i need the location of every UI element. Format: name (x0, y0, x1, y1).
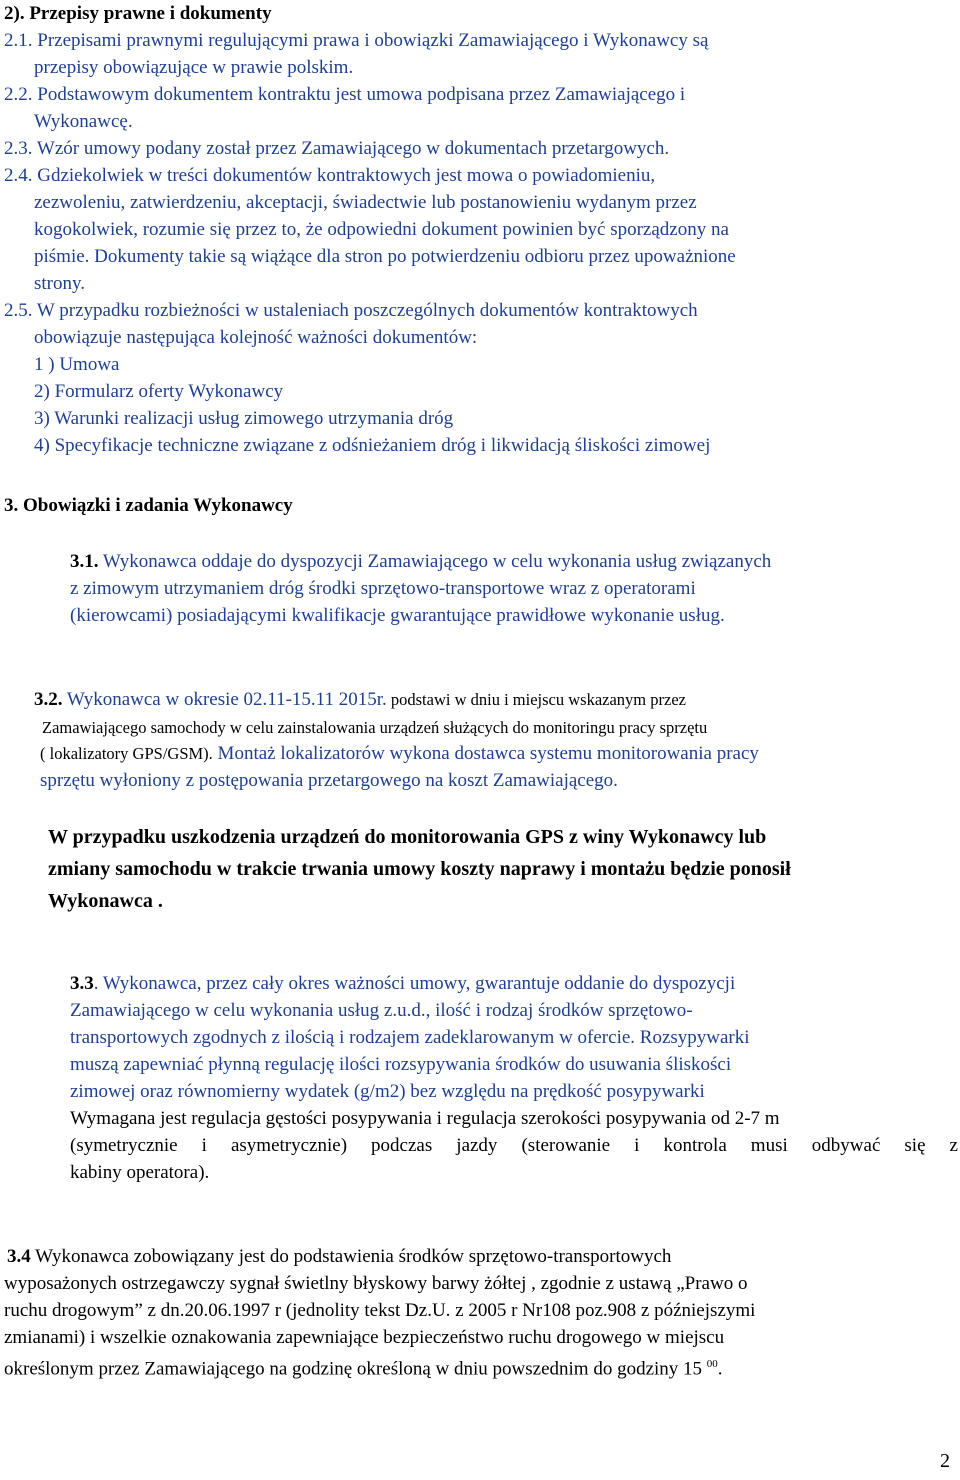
paragraph-3-2-line-4: sprzętu wyłoniony z postępowania przetargowego na koszt Zamawiającego. (40, 770, 618, 791)
paragraph-3-1-line-3: (kierowcami) posiadającymi kwalifikacje gwarantujące prawidłowe wykonanie usług. (70, 605, 725, 626)
paragraph-2-4-line-2: zezwoleniu, zatwierdzeniu, akceptacji, świadectwie lub postanowieniu wydanym przez (34, 192, 697, 213)
paragraph-2-5-line-2: obowiązuje następująca kolejność ważności dokumentów: (34, 327, 478, 348)
paragraph-2-2-line-2: Wykonawcę. (34, 111, 133, 132)
paragraph-number: 3.2. (34, 689, 63, 710)
section-3-heading: 3. Obowiązki i zadania Wykonawcy (4, 495, 293, 516)
paragraph-3-1-line-2: z zimowym utrzymaniem dróg środki sprzętowo-transportowe wraz z operatorami (70, 578, 696, 599)
paragraph-3-4-line-5 (4, 1351, 723, 1382)
paragraph-text: Wykonawca oddaje do dyspozycji Zamawiającego w celu wykonania usług związanych (98, 551, 772, 572)
paragraph-3-3-line-3: transportowych zgodnych z ilością i rodzajem zadeklarowanym w ofercie. Rozsypywarki (70, 1027, 750, 1048)
paragraph-3-3 (70, 970, 735, 997)
paragraph-number: 2.2. (4, 84, 33, 105)
paragraph-2-3 (4, 135, 669, 162)
paragraph-number: 3.3 (70, 973, 94, 994)
paragraph-3-4 (4, 1243, 671, 1270)
paragraph-text: W przypadku rozbieżności w ustaleniach poszczególnych dokumentów kontraktowych (32, 300, 698, 321)
paragraph-end: . (717, 1358, 723, 1380)
page-number: 2 (940, 1450, 950, 1472)
warning-line-1: W przypadku uszkodzenia urządzeń do monitorowania GPS z winy Wykonawcy lub (48, 826, 767, 848)
paragraph-2-4-line-3: kogokolwiek, rozumie się przez to, że odpowiedni dokument powinien być sporządzony na (34, 219, 729, 240)
list-item: 3) Warunki realizacji usług zimowego utrzymania dróg (34, 408, 454, 429)
paragraph-2-4 (4, 162, 655, 189)
paragraph-3-2-line-2: Zamawiającego samochody w celu zainstalowania urządzeń służących do monitoringu pracy sprzętu (42, 718, 708, 737)
paragraph-3-4-line-4: zmianami) i wszelkie oznakowania zapewniające bezpieczeństwo ruchu drogowego w miejscu (4, 1327, 725, 1348)
paragraph-3-2-line-3 (40, 740, 759, 767)
paragraph-3-1 (70, 548, 771, 575)
list-item: 1 ) Umowa (34, 354, 120, 375)
list-item: 2) Formularz oferty Wykonawcy (34, 381, 284, 402)
warning-line-3: Wykonawca . (48, 890, 163, 912)
paragraph-2-1 (4, 27, 708, 54)
paragraph-3-4-line-3: ruchu drogowym” z dn.20.06.1997 r (jednolity tekst Dz.U. z 2005 r Nr108 poz.908 z późniejszymi (4, 1300, 756, 1321)
paragraph-number: 3.4 (7, 1246, 31, 1267)
paragraph-2-5 (4, 297, 698, 324)
paragraph-3-2 (34, 686, 686, 713)
paragraph-3-3-line-6: Wymagana jest regulacja gęstości posypywania i regulacja szerokości posypywania od 2-7 m (70, 1108, 780, 1129)
paragraph-2-4-line-4: piśmie. Dokumenty takie są wiążące dla stron po potwierdzeniu odbioru przez upoważnione (34, 246, 736, 267)
paragraph-3-3-line-5: zimowej oraz równomierny wydatek (g/m2) bez względu na prędkość posypywarki (70, 1081, 705, 1102)
paragraph-text: Montaż lokalizatorów wykona dostawca systemu monitorowania pracy (212, 743, 759, 764)
paragraph-3-3-line-8: kabiny operatora). (70, 1162, 210, 1183)
paragraph-text: . Wykonawca, przez cały okres ważności umowy, gwarantuje oddanie do dyspozycji (93, 973, 736, 994)
paragraph-text-small: podstawi w dniu i miejscu wskazanym przez (386, 690, 686, 709)
superscript: 00 (706, 1358, 718, 1370)
section-2-heading: 2). Przepisy prawne i dokumenty (4, 3, 272, 24)
paragraph-number: 3.1. (70, 551, 99, 572)
paragraph-text: Wzór umowy podany został przez Zamawiającego w dokumentach przetargowych. (32, 138, 670, 159)
paragraph-text: określonym przez Zamawiającego na godzinę określoną w dniu powszednim do godziny 15 (4, 1358, 707, 1380)
paragraph-number: 2.4. (4, 165, 33, 186)
paragraph-text: Przepisami prawnymi regulującymi prawa i obowiązki Zamawiającego i Wykonawcy są (32, 30, 709, 51)
paragraph-3-4-line-2: wyposażonych ostrzegawczy sygnał świetlny błyskowy barwy żółtej , zgodnie z ustawą „Prawo o (4, 1273, 748, 1294)
paragraph-2-2 (4, 81, 685, 108)
list-item: 4) Specyfikacje techniczne związane z odśnieżaniem dróg i likwidacją śliskości zimowej (34, 435, 711, 456)
paragraph-3-3-line-7: (symetrycznie i asymetrycznie) podczas jazdy (sterowanie i kontrola musi odbywać się z (70, 1135, 958, 1156)
paragraph-text-small: ( lokalizatory GPS/GSM). (40, 744, 213, 763)
paragraph-2-4-line-5: strony. (34, 273, 86, 294)
paragraph-text: Wykonawca w okresie 02.11-15.11 2015r. (62, 689, 387, 710)
paragraph-text: Podstawowym dokumentem kontraktu jest umowa podpisana przez Zamawiającego i (32, 84, 686, 105)
paragraph-number: 2.1. (4, 30, 33, 51)
warning-line-2: zmiany samochodu w trakcie trwania umowy koszty naprawy i montażu będzie ponosił (48, 858, 791, 880)
paragraph-3-3-line-2: Zamawiającego w celu wykonania usług z.u.d., ilość i rodzaj środków sprzętowo- (70, 1000, 693, 1021)
paragraph-number: 2.3. (4, 138, 33, 159)
paragraph-number: 2.5. (4, 300, 33, 321)
paragraph-2-1-line-2: przepisy obowiązujące w prawie polskim. (34, 57, 354, 78)
paragraph-text: Gdziekolwiek w treści dokumentów kontraktowych jest mowa o powiadomieniu, (32, 165, 656, 186)
paragraph-3-3-line-4: muszą zapewniać płynną regulację ilości rozsypywania środków do usuwania śliskości (70, 1054, 732, 1075)
paragraph-text: Wykonawca zobowiązany jest do podstawienia środków sprzętowo-transportowych (30, 1246, 672, 1267)
